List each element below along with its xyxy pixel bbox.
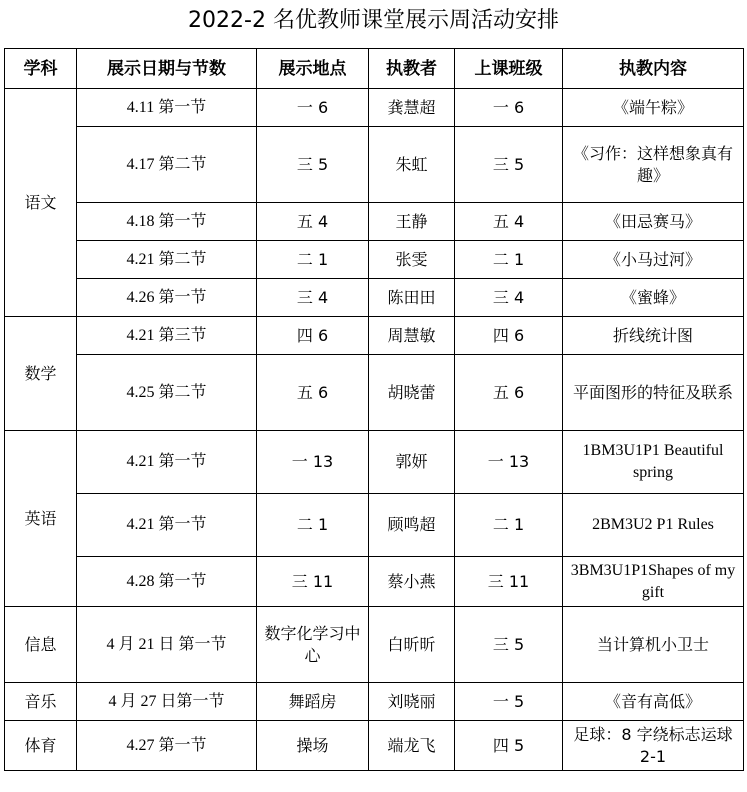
date-cell: 4.17 第二节 (77, 127, 257, 203)
place-cell: 二 1 (257, 241, 369, 279)
date-cell: 4 月 21 日 第一节 (77, 607, 257, 683)
topic-cell: 1BM3U1P1 Beautiful spring (563, 431, 744, 494)
place-cell: 五 6 (257, 355, 369, 431)
class-cell: 一 6 (455, 89, 563, 127)
place-cell: 数字化学习中心 (257, 607, 369, 683)
subject-cell: 信息 (5, 607, 77, 683)
teacher-cell: 陈田田 (369, 279, 455, 317)
topic-cell: 足球：8 字绕标志运球 2-1 (563, 721, 744, 771)
table-row (5, 557, 744, 607)
class-cell: 三 5 (455, 607, 563, 683)
teacher-cell: 龚慧超 (369, 89, 455, 127)
subject-cell: 语文 (5, 89, 77, 317)
header-subject: 学科 (5, 49, 77, 89)
teacher-cell: 胡晓蕾 (369, 355, 455, 431)
table-row (5, 89, 744, 127)
teacher-cell: 朱虹 (369, 127, 455, 203)
table-row (5, 683, 744, 721)
table-row (5, 431, 744, 494)
place-cell: 三 4 (257, 279, 369, 317)
date-cell: 4.25 第二节 (77, 355, 257, 431)
class-cell: 三 5 (455, 127, 563, 203)
teacher-cell: 蔡小燕 (369, 557, 455, 607)
subject-cell: 数学 (5, 317, 77, 431)
class-cell: 四 6 (455, 317, 563, 355)
subject-cell: 音乐 (5, 683, 77, 721)
date-cell: 4.21 第一节 (77, 494, 257, 557)
topic-cell: 《端午粽》 (563, 89, 744, 127)
teacher-cell: 刘晓丽 (369, 683, 455, 721)
place-cell: 三 11 (257, 557, 369, 607)
date-cell: 4.11 第一节 (77, 89, 257, 127)
table-body (5, 89, 744, 771)
header-class: 上课班级 (455, 49, 563, 89)
place-cell: 五 4 (257, 203, 369, 241)
table-row (5, 127, 744, 203)
place-cell: 舞蹈房 (257, 683, 369, 721)
topic-cell: 《小马过河》 (563, 241, 744, 279)
table-row (5, 607, 744, 683)
class-cell: 五 4 (455, 203, 563, 241)
class-cell: 三 11 (455, 557, 563, 607)
place-cell: 一 13 (257, 431, 369, 494)
place-cell: 一 6 (257, 89, 369, 127)
table-row (5, 355, 744, 431)
table-row (5, 279, 744, 317)
class-cell: 一 13 (455, 431, 563, 494)
teacher-cell: 张雯 (369, 241, 455, 279)
place-cell: 四 6 (257, 317, 369, 355)
date-cell: 4.28 第一节 (77, 557, 257, 607)
teacher-cell: 郭妍 (369, 431, 455, 494)
topic-cell: 《习作：这样想象真有趣》 (563, 127, 744, 203)
table-row (5, 241, 744, 279)
table-row (5, 317, 744, 355)
place-cell: 操场 (257, 721, 369, 771)
header-teacher: 执教者 (369, 49, 455, 89)
header-topic: 执教内容 (563, 49, 744, 89)
class-cell: 二 1 (455, 494, 563, 557)
header-place: 展示地点 (257, 49, 369, 89)
date-cell: 4 月 27 日第一节 (77, 683, 257, 721)
table-row (5, 721, 744, 771)
place-cell: 三 5 (257, 127, 369, 203)
class-cell: 五 6 (455, 355, 563, 431)
date-cell: 4.26 第一节 (77, 279, 257, 317)
teacher-cell: 周慧敏 (369, 317, 455, 355)
teacher-cell: 王静 (369, 203, 455, 241)
header-date: 展示日期与节数 (77, 49, 257, 89)
table-row (5, 494, 744, 557)
topic-cell: 平面图形的特征及联系 (563, 355, 744, 431)
topic-cell: 《音有高低》 (563, 683, 744, 721)
topic-cell: 当计算机小卫士 (563, 607, 744, 683)
topic-cell: 折线统计图 (563, 317, 744, 355)
teacher-cell: 端龙飞 (369, 721, 455, 771)
class-cell: 二 1 (455, 241, 563, 279)
document-title: 2022-2 名优教师课堂展示周活动安排 (188, 8, 559, 33)
class-cell: 一 5 (455, 683, 563, 721)
date-cell: 4.21 第一节 (77, 431, 257, 494)
topic-cell: 《蜜蜂》 (563, 279, 744, 317)
date-cell: 4.27 第一节 (77, 721, 257, 771)
class-cell: 四 5 (455, 721, 563, 771)
topic-cell: 3BM3U1P1Shapes of my gift (563, 557, 744, 607)
table-row (5, 203, 744, 241)
place-cell: 二 1 (257, 494, 369, 557)
schedule-table (4, 48, 744, 771)
class-cell: 三 4 (455, 279, 563, 317)
table-header-row (5, 49, 744, 89)
subject-cell: 英语 (5, 431, 77, 607)
date-cell: 4.21 第二节 (77, 241, 257, 279)
topic-cell: 2BM3U2 P1 Rules (563, 494, 744, 557)
subject-cell: 体育 (5, 721, 77, 771)
date-cell: 4.18 第一节 (77, 203, 257, 241)
topic-cell: 《田忌赛马》 (563, 203, 744, 241)
date-cell: 4.21 第三节 (77, 317, 257, 355)
teacher-cell: 白昕昕 (369, 607, 455, 683)
teacher-cell: 顾鸣超 (369, 494, 455, 557)
